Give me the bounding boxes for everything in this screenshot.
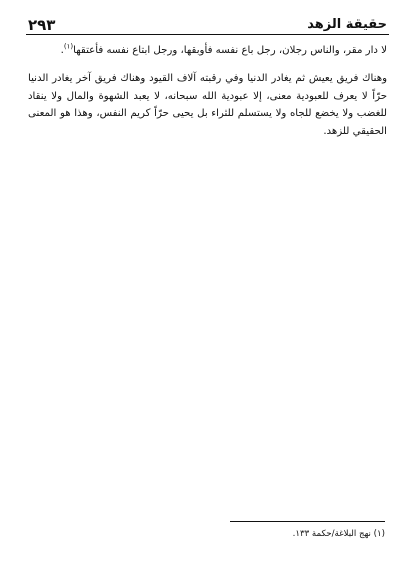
paragraph-1 xyxy=(28,42,387,60)
paragraph-2: وهناك فريق يعيش ثم يغادر الدنيا وفي رقبته آلاف القيود وهناك فريق آخر يغادر الدنيا حرّاً لا يعرف للعبودية معنى، إلا عبودية الله سبحانه، لا يعبد الشهوة والمال ولا ينقاد للغضب ولا يخضع للجاه ولا يستسلم للثراء بل يحيى حرّاً كريم النفس، وهذا هو المعنى الحقيقي للزهد. xyxy=(28,72,387,138)
paragraph-1-end: . xyxy=(60,45,64,56)
footnote-rule xyxy=(230,521,385,522)
footnote-reference: (١) xyxy=(63,42,74,51)
footnote: (١) نهج البلاغة/حكمة ١٣٣. xyxy=(292,529,385,539)
running-title: حقيقة الزهد xyxy=(307,17,387,32)
body-text xyxy=(28,42,387,141)
header-rule xyxy=(26,34,389,35)
page-header xyxy=(28,10,387,34)
page-number: ٢٩٣ xyxy=(28,16,56,34)
paragraph-1-text: لا دار مقر، والناس رجلان، رجل باع نفسه فأوبقها، ورجل ابتاع نفسه فأعتقها xyxy=(73,45,387,56)
